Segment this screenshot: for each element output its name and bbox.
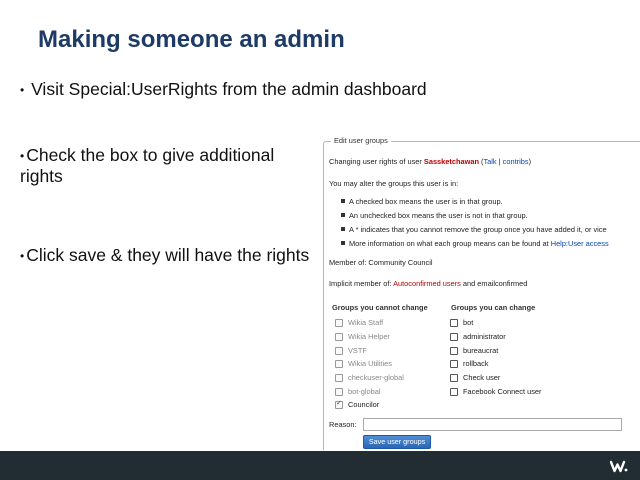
help-user-access-link[interactable]: Help:User access (550, 239, 609, 248)
implicit-prefix: Implicit member of: (329, 279, 394, 288)
group-checkbox-councilor (335, 400, 379, 409)
list-item (341, 197, 503, 206)
group-label: Wikia Staff (348, 318, 384, 327)
group-label: VSTF (348, 346, 367, 355)
checkbox-icon (335, 319, 343, 327)
group-checkbox-bot-global (335, 387, 380, 396)
checkbox-icon[interactable] (450, 319, 458, 327)
group-label: administrator (463, 332, 506, 341)
group-label: Councilor (348, 400, 380, 409)
list-item-text: A checked box means the user is in that group. (349, 197, 503, 206)
bullet-dot: • (20, 249, 25, 263)
talk-link[interactable]: Talk (483, 157, 497, 166)
save-user-groups-button[interactable]: Save user groups (363, 435, 431, 449)
checkbox-icon[interactable] (450, 347, 458, 355)
bullet-check-box (20, 145, 320, 186)
bullet-dot: • (20, 149, 25, 163)
bullet-square-icon (341, 213, 345, 217)
talk-open: ( (478, 157, 484, 166)
group-checkbox-administrator[interactable] (450, 332, 506, 341)
cannot-change-header: Groups you cannot change (332, 303, 428, 312)
group-label: Facebook Connect user (463, 387, 542, 396)
footer-bar (0, 451, 640, 480)
checkbox-icon[interactable] (450, 360, 458, 368)
changing-prefix: Changing user rights of user (329, 157, 424, 166)
bullet-text: Click save & they will have the rights (26, 245, 310, 265)
list-item (341, 211, 528, 220)
group-checkbox-wikia-helper (335, 332, 390, 341)
implicit-member-line (329, 279, 527, 288)
member-of-text: Member of: Community Council (329, 258, 433, 267)
group-label: Check user (463, 373, 501, 382)
bullet-square-icon (341, 199, 345, 203)
group-label: Wikia Utilities (348, 359, 392, 368)
bullet-click-save (20, 245, 320, 266)
userrights-screenshot (319, 136, 640, 450)
bullet-text: Visit Special:UserRights from the admin dashboard (31, 79, 427, 99)
bullet-square-icon (341, 241, 345, 245)
group-label: rollback (463, 359, 489, 368)
bullet-dot: • (20, 83, 25, 97)
bullet-visit-userrights (20, 79, 427, 100)
checkbox-icon (335, 347, 343, 355)
group-checkbox-wikia-staff (335, 318, 383, 327)
reason-input[interactable] (363, 418, 622, 431)
group-label: bureaucrat (463, 346, 499, 355)
link-separator: | (496, 157, 503, 166)
checkbox-icon (335, 333, 343, 341)
group-checkbox-bureaucrat[interactable] (450, 346, 498, 355)
group-label: Wikia Helper (348, 332, 390, 341)
slide-title: Making someone an admin (38, 26, 345, 53)
checkbox-icon (335, 388, 343, 396)
group-label: bot-global (348, 387, 381, 396)
bullet-square-icon (341, 227, 345, 231)
fieldset-legend: Edit user groups (331, 136, 391, 145)
group-checkbox-rollback[interactable] (450, 359, 488, 368)
checkbox-icon (335, 360, 343, 368)
checkbox-icon[interactable] (450, 333, 458, 341)
list-item-text: More information on what each group means can be found at (349, 239, 551, 248)
group-checkbox-check-user[interactable] (450, 373, 500, 382)
wikia-logo-icon (610, 458, 628, 474)
checkbox-icon (335, 374, 343, 382)
group-label: bot (463, 318, 474, 327)
talk-close: ) (528, 157, 532, 166)
list-item (341, 239, 609, 248)
list-item-text: A * indicates that you cannot remove the group once you have added it, or vice (349, 225, 607, 234)
checkbox-icon[interactable] (450, 388, 458, 396)
can-change-header: Groups you can change (451, 303, 536, 312)
may-alter-text: You may alter the groups this user is in: (329, 179, 459, 188)
reason-label: Reason: (329, 420, 357, 429)
implicit-suffix: and emailconfirmed (460, 279, 528, 288)
group-checkbox-facebook-connect[interactable] (450, 387, 541, 396)
checked-checkbox-icon (335, 401, 343, 409)
group-checkbox-bot[interactable] (450, 318, 473, 327)
list-item (341, 225, 607, 234)
group-checkbox-vstf (335, 346, 367, 355)
contribs-link[interactable]: contribs (502, 157, 529, 166)
list-item-text: An unchecked box means the user is not in that group. (349, 211, 528, 220)
changing-rights-line (329, 157, 531, 166)
checkbox-icon[interactable] (450, 374, 458, 382)
group-label: checkuser-global (348, 373, 404, 382)
autoconfirmed-link[interactable]: Autoconfirmed users (393, 279, 461, 288)
username-link[interactable]: Sassketchawan (423, 157, 479, 166)
group-checkbox-checkuser-global (335, 373, 404, 382)
bullet-text: Check the box to give additional rights (20, 145, 275, 186)
group-checkbox-wikia-utilities (335, 359, 392, 368)
